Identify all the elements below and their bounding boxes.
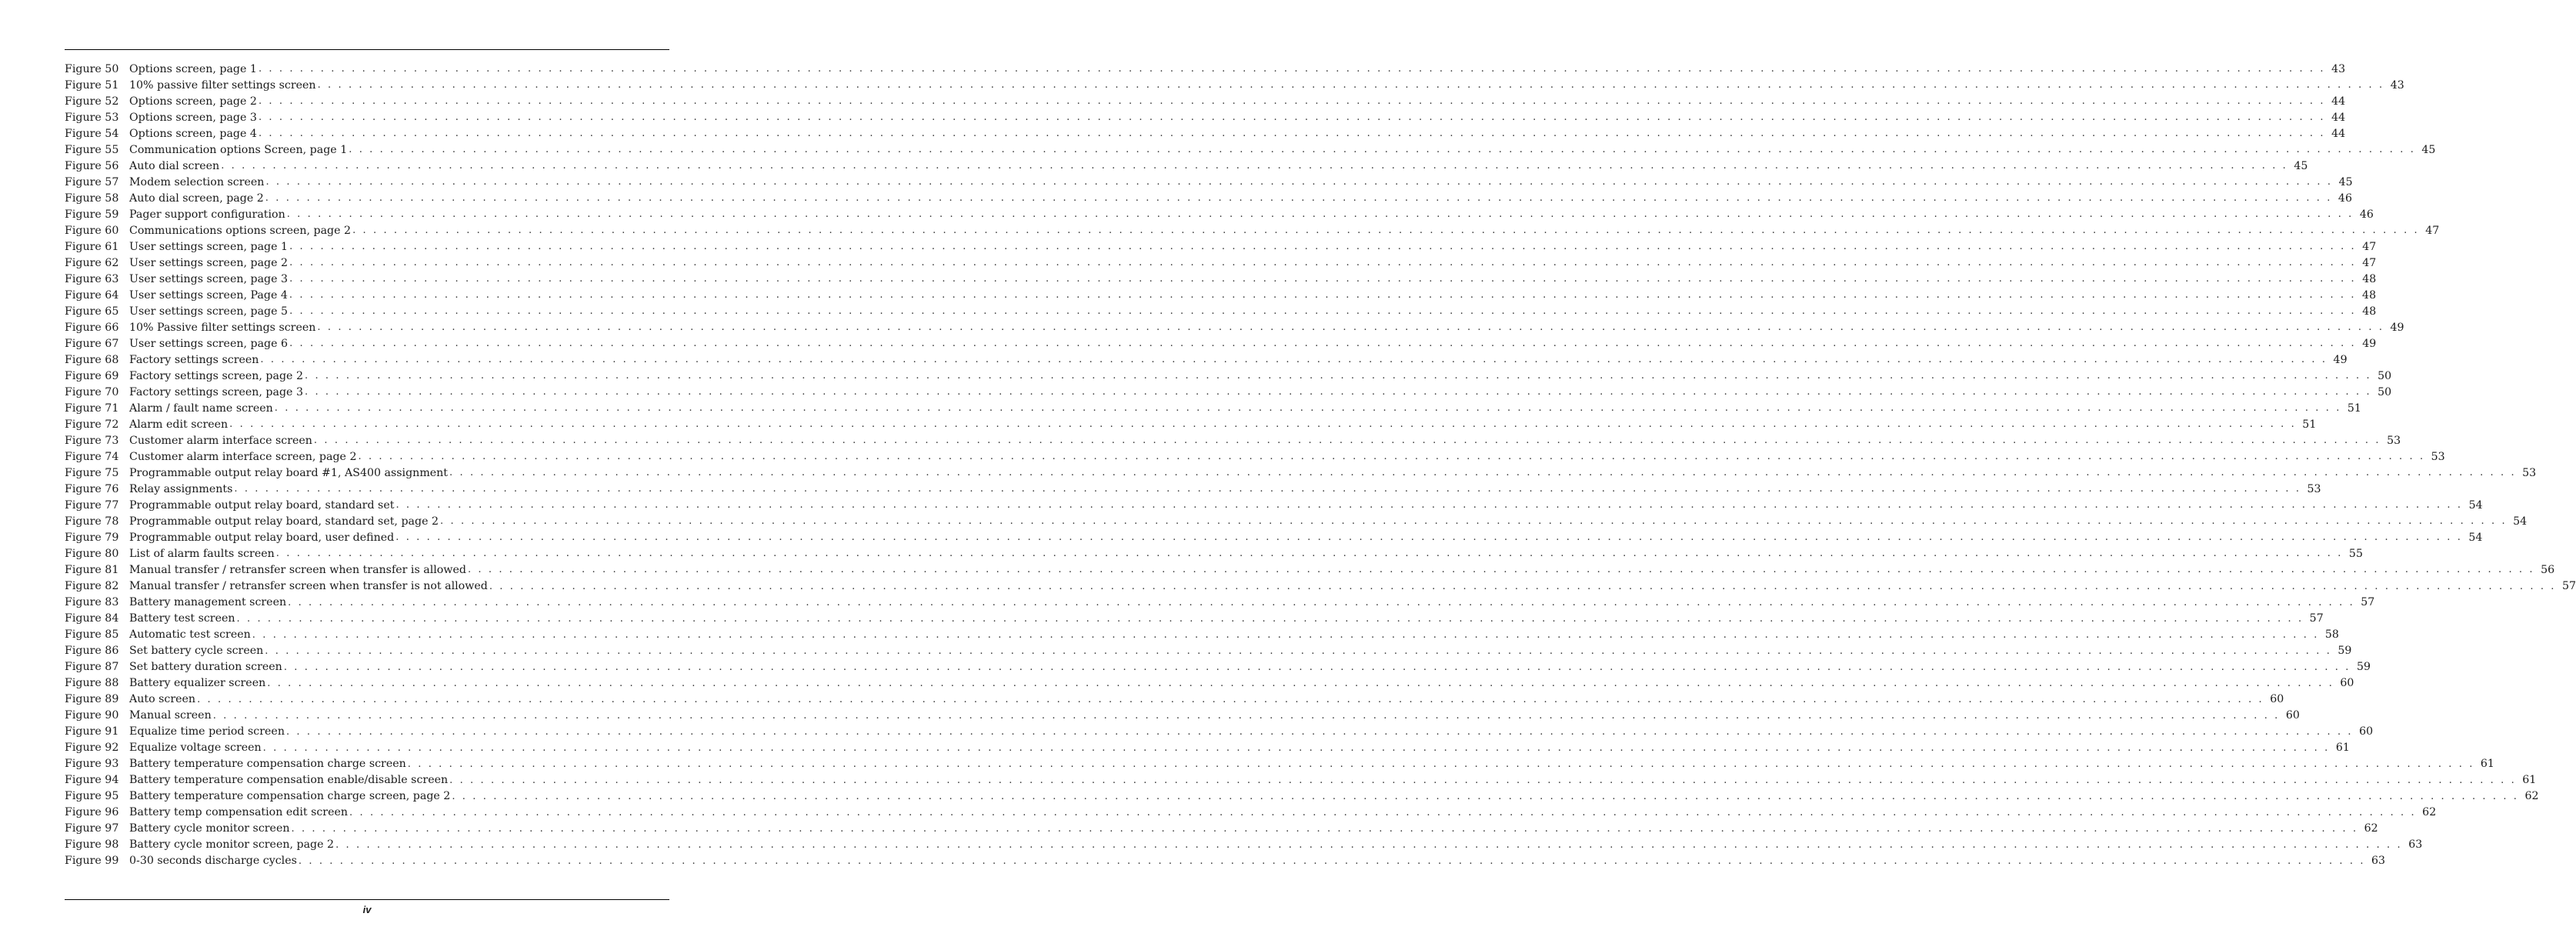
figure-title: Programmable output relay board, standard set, page 2: [129, 515, 439, 528]
figure-label: Figure 85: [65, 628, 119, 642]
figure-title: Relay assignments: [129, 482, 233, 495]
figure-label: Figure 99: [65, 855, 119, 868]
toc-entry: [65, 93, 2346, 109]
figure-title: Auto dial screen, page 2: [129, 192, 264, 205]
dot-leader: . . . . . . . . . . . . . . . . . . . . . . . . . . . . . . . . . . . . . . . . . . . . . . . . . . . . . . . . . . . . . . . . . . . . . . . . . . . . . . . . . . . . . . . . . . . . . . . . . . . . . . . . . . . . . . . . . . . . . . . . . . . . . . . . . . . . . . . . . . . . . . . . . . . . . . . . . . . . . . . . . . . . . . . . . . . . . . . . . . . . . . . . . . . . . . . . . . . . . . . .: [449, 774, 2517, 786]
figure-page-number: 57: [2561, 580, 2576, 592]
figure-page-number: 63: [2371, 855, 2386, 868]
toc-entry: [65, 142, 2436, 158]
figure-title: Options screen, page 3: [129, 111, 257, 124]
dot-leader: . . . . . . . . . . . . . . . . . . . . . . . . . . . . . . . . . . . . . . . . . . . . . . . . . . . . . . . . . . . . . . . . . . . . . . . . . . . . . . . . . . . . . . . . . . . . . . . . . . . . . . . . . . . . . . . . . . . . . . . . . . . . . . . . . . . . . . . . . . . . . . . . . . . . . . . . . . . . . . . . . . . . . . . . . . . . . . . . . . . . . . . . . . . . . . . . . . . . . . . .: [291, 822, 2358, 835]
figure-title: Alarm edit screen: [129, 418, 229, 431]
figure-label: Figure 62: [65, 256, 119, 269]
figure-page-number: 59: [2356, 661, 2371, 674]
figure-title: Battery cycle monitor screen: [129, 822, 290, 835]
figure-page-number: 58: [2324, 628, 2339, 642]
figure-label: Figure 92: [65, 742, 119, 755]
dot-leader: . . . . . . . . . . . . . . . . . . . . . . . . . . . . . . . . . . . . . . . . . . . . . . . . . . . . . . . . . . . . . . . . . . . . . . . . . . . . . . . . . . . . . . . . . . . . . . . . . . . . . . . . . . . . . . . . . . . . . . . . . . . . . . . . . . . . . . . . . . . . . . . . . . . . . . . . . . . . . . . . . . . . . . . . . . . . . . . . . . . . . . . . . . . . . . . . . . . . . . . .: [317, 322, 2384, 334]
figure-label: Figure 79: [65, 531, 119, 544]
toc-entry: [65, 255, 2377, 271]
toc-entry: [65, 465, 2537, 481]
toc-entry: [65, 174, 2353, 190]
figure-title: Battery temp compensation edit screen: [129, 806, 349, 819]
figure-label: Figure 66: [65, 321, 119, 334]
toc-entry: [65, 206, 2374, 222]
toc-entry: [65, 432, 2401, 448]
figure-label: Figure 86: [65, 645, 119, 658]
dot-leader: . . . . . . . . . . . . . . . . . . . . . . . . . . . . . . . . . . . . . . . . . . . . . . . . . . . . . . . . . . . . . . . . . . . . . . . . . . . . . . . . . . . . . . . . . . . . . . . . . . . . . . . . . . . . . . . . . . . . . . . . . . . . . . . . . . . . . . . . . . . . . . . . . . . . . . . . . . . . . . . . . . . . . . . . . . . . . . . . . . . . . . . . . . . . . . . . . . . . . . . .: [286, 208, 2354, 221]
dot-leader: . . . . . . . . . . . . . . . . . . . . . . . . . . . . . . . . . . . . . . . . . . . . . . . . . . . . . . . . . . . . . . . . . . . . . . . . . . . . . . . . . . . . . . . . . . . . . . . . . . . . . . . . . . . . . . . . . . . . . . . . . . . . . . . . . . . . . . . . . . . . . . . . . . . . . . . . . . . . . . . . . . . . . . . . . . . . . . . . . . . . . . . . . . . . . . . . . . . . . . . .: [260, 354, 2327, 366]
figure-label: Figure 73: [65, 434, 119, 447]
figure-page-number: 60: [2270, 693, 2284, 706]
figure-title: User settings screen, page 2: [129, 256, 289, 269]
figure-title: Automatic test screen: [129, 628, 251, 642]
toc-entry: [65, 77, 2404, 93]
toc-entry: [65, 627, 2339, 643]
dot-leader: . . . . . . . . . . . . . . . . . . . . . . . . . . . . . . . . . . . . . . . . . . . . . . . . . . . . . . . . . . . . . . . . . . . . . . . . . . . . . . . . . . . . . . . . . . . . . . . . . . . . . . . . . . . . . . . . . . . . . . . . . . . . . . . . . . . . . . . . . . . . . . . . . . . . . . . . . . . . . . . . . . . . . . . . . . . . . . . . . . . . . . . . . . . . . . . . . . . . . . . .: [449, 467, 2517, 479]
page-number: iv: [362, 904, 372, 915]
figure-label: Figure 60: [65, 224, 119, 237]
toc-entry: [65, 821, 2378, 837]
figure-page-number: 49: [2333, 353, 2347, 366]
figure-page-number: 45: [2338, 175, 2353, 188]
figure-label: Figure 58: [65, 192, 119, 205]
dot-leader: . . . . . . . . . . . . . . . . . . . . . . . . . . . . . . . . . . . . . . . . . . . . . . . . . . . . . . . . . . . . . . . . . . . . . . . . . . . . . . . . . . . . . . . . . . . . . . . . . . . . . . . . . . . . . . . . . . . . . . . . . . . . . . . . . . . . . . . . . . . . . . . . . . . . . . . . . . . . . . . . . . . . . . . . . . . . . . . . . . . . . . . . . . . . . . . . . . . . . . . .: [288, 596, 2355, 608]
dot-leader: . . . . . . . . . . . . . . . . . . . . . . . . . . . . . . . . . . . . . . . . . . . . . . . . . . . . . . . . . . . . . . . . . . . . . . . . . . . . . . . . . . . . . . . . . . . . . . . . . . . . . . . . . . . . . . . . . . . . . . . . . . . . . . . . . . . . . . . . . . . . . . . . . . . . . . . . . . . . . . . . . . . . . . . . . . . . . . . . . . . . . . . . . . . . . . . . . . . . . . . .: [349, 144, 2416, 156]
dot-leader: . . . . . . . . . . . . . . . . . . . . . . . . . . . . . . . . . . . . . . . . . . . . . . . . . . . . . . . . . . . . . . . . . . . . . . . . . . . . . . . . . . . . . . . . . . . . . . . . . . . . . . . . . . . . . . . . . . . . . . . . . . . . . . . . . . . . . . . . . . . . . . . . . . . . . . . . . . . . . . . . . . . . . . . . . . . . . . . . . . . . . . . . . . . . . . . . . . . . . . . .: [317, 79, 2384, 92]
figure-label: Figure 55: [65, 143, 119, 156]
toc-entry: [65, 303, 2377, 319]
figure-title: User settings screen, page 3: [129, 272, 289, 285]
figure-title: Options screen, page 4: [129, 127, 257, 140]
figure-title: Battery temperature compensation charge screen, page 2: [129, 790, 451, 803]
figure-title: 10% passive filter settings screen: [129, 78, 316, 92]
figure-title: Customer alarm interface screen, page 2: [129, 450, 357, 463]
footer-rule: [65, 899, 669, 900]
dot-leader: . . . . . . . . . . . . . . . . . . . . . . . . . . . . . . . . . . . . . . . . . . . . . . . . . . . . . . . . . . . . . . . . . . . . . . . . . . . . . . . . . . . . . . . . . . . . . . . . . . . . . . . . . . . . . . . . . . . . . . . . . . . . . . . . . . . . . . . . . . . . . . . . . . . . . . . . . . . . . . . . . . . . . . . . . . . . . . . . . . . . . . . . . . . . . . . . . . . . . . . .: [298, 855, 2366, 867]
toc-entry: [65, 271, 2377, 287]
dot-leader: . . . . . . . . . . . . . . . . . . . . . . . . . . . . . . . . . . . . . . . . . . . . . . . . . . . . . . . . . . . . . . . . . . . . . . . . . . . . . . . . . . . . . . . . . . . . . . . . . . . . . . . . . . . . . . . . . . . . . . . . . . . . . . . . . . . . . . . . . . . . . . . . . . . . . . . . . . . . . . . . . . . . . . . . . . . . . . . . . . . . . . . . . . . . . . . . . . . . . . . .: [349, 806, 2417, 818]
figure-page-number: 63: [2408, 838, 2423, 852]
figure-label: Figure 64: [65, 288, 119, 302]
figure-title: Equalize voltage screen: [129, 742, 262, 755]
toc-entry: [65, 740, 2350, 756]
figure-label: Figure 59: [65, 208, 119, 221]
dot-leader: . . . . . . . . . . . . . . . . . . . . . . . . . . . . . . . . . . . . . . . . . . . . . . . . . . . . . . . . . . . . . . . . . . . . . . . . . . . . . . . . . . . . . . . . . . . . . . . . . . . . . . . . . . . . . . . . . . . . . . . . . . . . . . . . . . . . . . . . . . . . . . . . . . . . . . . . . . . . . . . . . . . . . . . . . . . . . . . . . . . . . . . . . . . . . . . . . . . . . . . .: [313, 435, 2381, 447]
figure-title: Battery management screen: [129, 596, 287, 609]
figure-title: Customer alarm interface screen: [129, 434, 312, 447]
figure-page-number: 62: [2524, 790, 2539, 803]
dot-leader: . . . . . . . . . . . . . . . . . . . . . . . . . . . . . . . . . . . . . . . . . . . . . . . . . . . . . . . . . . . . . . . . . . . . . . . . . . . . . . . . . . . . . . . . . . . . . . . . . . . . . . . . . . . . . . . . . . . . . . . . . . . . . . . . . . . . . . . . . . . . . . . . . . . . . . . . . . . . . . . . . . . . . . . . . . . . . . . . . . . . . . . . . . . . . . . . . . . . . . . .: [358, 451, 2425, 463]
figure-page-number: 51: [2302, 418, 2317, 431]
dot-leader: . . . . . . . . . . . . . . . . . . . . . . . . . . . . . . . . . . . . . . . . . . . . . . . . . . . . . . . . . . . . . . . . . . . . . . . . . . . . . . . . . . . . . . . . . . . . . . . . . . . . . . . . . . . . . . . . . . . . . . . . . . . . . . . . . . . . . . . . . . . . . . . . . . . . . . . . . . . . . . . . . . . . . . . . . . . . . . . . . . . . . . . . . . . . . . . . . . . . . . . .: [258, 95, 2326, 108]
figure-label: Figure 69: [65, 369, 119, 382]
dot-leader: . . . . . . . . . . . . . . . . . . . . . . . . . . . . . . . . . . . . . . . . . . . . . . . . . . . . . . . . . . . . . . . . . . . . . . . . . . . . . . . . . . . . . . . . . . . . . . . . . . . . . . . . . . . . . . . . . . . . . . . . . . . . . . . . . . . . . . . . . . . . . . . . . . . . . . . . . . . . . . . . . . . . . . . . . . . . . . . . . . . . . . . . . . . . . . . . . . . . . . . .: [335, 838, 2403, 851]
figure-label: Figure 96: [65, 806, 119, 819]
figure-title: Set battery duration screen: [129, 661, 282, 674]
toc-entry: [65, 562, 2555, 578]
toc-entry: [65, 659, 2371, 675]
dot-leader: . . . . . . . . . . . . . . . . . . . . . . . . . . . . . . . . . . . . . . . . . . . . . . . . . . . . . . . . . . . . . . . . . . . . . . . . . . . . . . . . . . . . . . . . . . . . . . . . . . . . . . . . . . . . . . . . . . . . . . . . . . . . . . . . . . . . . . . . . . . . . . . . . . . . . . . . . . . . . . . . . . . . . . . . . . . . . . . . . . . . . . . . . . . . . . . . . . . . . . . .: [452, 790, 2519, 802]
toc-entry: [65, 335, 2377, 352]
dot-leader: . . . . . . . . . . . . . . . . . . . . . . . . . . . . . . . . . . . . . . . . . . . . . . . . . . . . . . . . . . . . . . . . . . . . . . . . . . . . . . . . . . . . . . . . . . . . . . . . . . . . . . . . . . . . . . . . . . . . . . . . . . . . . . . . . . . . . . . . . . . . . . . . . . . . . . . . . . . . . . . . . . . . . . . . . . . . . . . . . . . . . . . . . . . . . . . . . . . . . . . .: [352, 225, 2420, 237]
figure-page-number: 47: [2362, 240, 2377, 253]
figure-page-number: 48: [2362, 272, 2377, 285]
toc-entry: [65, 611, 2324, 627]
figure-label: Figure 98: [65, 838, 119, 852]
toc-entry: [65, 513, 2528, 529]
toc-entry: [65, 190, 2352, 206]
dot-leader: . . . . . . . . . . . . . . . . . . . . . . . . . . . . . . . . . . . . . . . . . . . . . . . . . . . . . . . . . . . . . . . . . . . . . . . . . . . . . . . . . . . . . . . . . . . . . . . . . . . . . . . . . . . . . . . . . . . . . . . . . . . . . . . . . . . . . . . . . . . . . . . . . . . . . . . . . . . . . . . . . . . . . . . . . . . . . . . . . . . . . . . . . . . . . . . . . . . . . . . .: [285, 725, 2354, 738]
figure-page-number: 49: [2362, 337, 2377, 350]
figure-page-number: 60: [2359, 725, 2374, 738]
figure-page-number: 45: [2294, 159, 2308, 172]
figure-label: Figure 97: [65, 822, 119, 835]
figure-title: Communications options screen, page 2: [129, 224, 352, 237]
figure-label: Figure 72: [65, 418, 119, 431]
toc-entry: [65, 158, 2308, 174]
figure-label: Figure 74: [65, 450, 119, 463]
figure-page-number: 60: [2340, 677, 2354, 690]
toc-entry: [65, 643, 2352, 659]
figure-label: Figure 50: [65, 62, 119, 75]
dot-leader: . . . . . . . . . . . . . . . . . . . . . . . . . . . . . . . . . . . . . . . . . . . . . . . . . . . . . . . . . . . . . . . . . . . . . . . . . . . . . . . . . . . . . . . . . . . . . . . . . . . . . . . . . . . . . . . . . . . . . . . . . . . . . . . . . . . . . . . . . . . . . . . . . . . . . . . . . . . . . . . . . . . . . . . . . . . . . . . . . . . . . . . . . . . . . . . . . . . . . . . .: [252, 628, 2319, 641]
figure-label: Figure 67: [65, 337, 119, 350]
figure-title: Manual transfer / retransfer screen when transfer is not allowed: [129, 580, 488, 592]
figure-title: List of alarm faults screen: [129, 547, 275, 560]
toc-entry: [65, 788, 2539, 805]
dot-leader: . . . . . . . . . . . . . . . . . . . . . . . . . . . . . . . . . . . . . . . . . . . . . . . . . . . . . . . . . . . . . . . . . . . . . . . . . . . . . . . . . . . . . . . . . . . . . . . . . . . . . . . . . . . . . . . . . . . . . . . . . . . . . . . . . . . . . . . . . . . . . . . . . . . . . . . . . . . . . . . . . . . . . . . . . . . . . . . . . . . . . . . . . . . . . . . . . . . . . . . .: [234, 483, 2301, 495]
figure-title: Programmable output relay board #1, AS400 assignment: [129, 466, 449, 479]
dot-leader: . . . . . . . . . . . . . . . . . . . . . . . . . . . . . . . . . . . . . . . . . . . . . . . . . . . . . . . . . . . . . . . . . . . . . . . . . . . . . . . . . . . . . . . . . . . . . . . . . . . . . . . . . . . . . . . . . . . . . . . . . . . . . . . . . . . . . . . . . . . . . . . . . . . . . . . . . . . . . . . . . . . . . . . . . . . . . . . . . . . . . . . . . . . . . . . . . . . . . . . .: [258, 112, 2326, 124]
figure-page-number: 46: [2359, 208, 2374, 221]
figure-page-number: 46: [2337, 192, 2352, 205]
figure-title: Options screen, page 1: [129, 62, 257, 75]
figure-label: Figure 87: [65, 661, 119, 674]
toc-entry: [65, 545, 2363, 562]
figure-label: Figure 80: [65, 547, 119, 560]
figure-title: 0-30 seconds discharge cycles: [129, 855, 297, 868]
figure-title: Battery cycle monitor screen, page 2: [129, 838, 335, 852]
figure-title: Programmable output relay board, standard set: [129, 498, 395, 512]
toc-entry: [65, 400, 2361, 416]
figure-label: Figure 90: [65, 709, 119, 722]
dot-leader: . . . . . . . . . . . . . . . . . . . . . . . . . . . . . . . . . . . . . . . . . . . . . . . . . . . . . . . . . . . . . . . . . . . . . . . . . . . . . . . . . . . . . . . . . . . . . . . . . . . . . . . . . . . . . . . . . . . . . . . . . . . . . . . . . . . . . . . . . . . . . . . . . . . . . . . . . . . . . . . . . . . . . . . . . . . . . . . . . . . . . . . . . . . . . . . . . . . . . . . .: [258, 63, 2326, 75]
figure-title: User settings screen, page 1: [129, 240, 289, 253]
figure-page-number: 50: [2377, 369, 2392, 382]
figure-page-number: 49: [2390, 321, 2404, 334]
figure-title: User settings screen, Page 4: [129, 288, 288, 302]
toc-entry: [65, 481, 2321, 497]
figure-title: Factory settings screen, page 3: [129, 385, 303, 398]
toc-entry: [65, 352, 2347, 368]
figure-title: 10% Passive filter settings screen: [129, 321, 316, 334]
figure-page-number: 47: [2425, 224, 2440, 237]
toc-entry: [65, 497, 2483, 513]
figure-page-number: 44: [2331, 95, 2346, 108]
toc-entry: [65, 368, 2392, 384]
figure-title: User settings screen, page 5: [129, 305, 289, 318]
figure-page-number: 61: [2335, 742, 2350, 755]
dot-leader: . . . . . . . . . . . . . . . . . . . . . . . . . . . . . . . . . . . . . . . . . . . . . . . . . . . . . . . . . . . . . . . . . . . . . . . . . . . . . . . . . . . . . . . . . . . . . . . . . . . . . . . . . . . . . . . . . . . . . . . . . . . . . . . . . . . . . . . . . . . . . . . . . . . . . . . . . . . . . . . . . . . . . . . . . . . . . . . . . . . . . . . . . . . . . . . . . . . . . . . .: [289, 257, 2357, 269]
figure-title: Battery equalizer screen: [129, 677, 266, 690]
figure-label: Figure 81: [65, 563, 119, 576]
dot-leader: . . . . . . . . . . . . . . . . . . . . . . . . . . . . . . . . . . . . . . . . . . . . . . . . . . . . . . . . . . . . . . . . . . . . . . . . . . . . . . . . . . . . . . . . . . . . . . . . . . . . . . . . . . . . . . . . . . . . . . . . . . . . . . . . . . . . . . . . . . . . . . . . . . . . . . . . . . . . . . . . . . . . . . . . . . . . . . . . . . . . . . . . . . . . . . . . . . . . . . . .: [304, 386, 2372, 398]
figure-page-number: 57: [2361, 596, 2375, 609]
figure-label: Figure 95: [65, 790, 119, 803]
figure-label: Figure 70: [65, 385, 119, 398]
figure-label: Figure 76: [65, 482, 119, 495]
figure-label: Figure 93: [65, 758, 119, 771]
figure-page-number: 53: [2522, 466, 2537, 479]
figure-page-number: 44: [2331, 127, 2346, 140]
figure-label: Figure 52: [65, 95, 119, 108]
dot-leader: . . . . . . . . . . . . . . . . . . . . . . . . . . . . . . . . . . . . . . . . . . . . . . . . . . . . . . . . . . . . . . . . . . . . . . . . . . . . . . . . . . . . . . . . . . . . . . . . . . . . . . . . . . . . . . . . . . . . . . . . . . . . . . . . . . . . . . . . . . . . . . . . . . . . . . . . . . . . . . . . . . . . . . . . . . . . . . . . . . . . . . . . . . . . . . . . . . . . . . . .: [440, 515, 2508, 528]
toc-entry: [65, 756, 2494, 772]
toc-entry: [65, 578, 2576, 595]
figure-page-number: 59: [2337, 645, 2352, 658]
figure-page-number: 53: [2387, 434, 2401, 447]
figure-page-number: 62: [2364, 822, 2378, 835]
figure-page-number: 54: [2468, 531, 2483, 544]
figure-label: Figure 84: [65, 612, 119, 625]
figure-title: Battery temperature compensation enable/disable screen: [129, 774, 449, 787]
toc-entry: [65, 837, 2423, 853]
figure-title: Battery temperature compensation charge screen: [129, 758, 406, 771]
dot-leader: . . . . . . . . . . . . . . . . . . . . . . . . . . . . . . . . . . . . . . . . . . . . . . . . . . . . . . . . . . . . . . . . . . . . . . . . . . . . . . . . . . . . . . . . . . . . . . . . . . . . . . . . . . . . . . . . . . . . . . . . . . . . . . . . . . . . . . . . . . . . . . . . . . . . . . . . . . . . . . . . . . . . . . . . . . . . . . . . . . . . . . . . . . . . . . . . . . . . . . . .: [236, 612, 2304, 625]
dot-leader: . . . . . . . . . . . . . . . . . . . . . . . . . . . . . . . . . . . . . . . . . . . . . . . . . . . . . . . . . . . . . . . . . . . . . . . . . . . . . . . . . . . . . . . . . . . . . . . . . . . . . . . . . . . . . . . . . . . . . . . . . . . . . . . . . . . . . . . . . . . . . . . . . . . . . . . . . . . . . . . . . . . . . . . . . . . . . . . . . . . . . . . . . . . . . . . . . . . . . . . .: [289, 289, 2357, 302]
figure-page-number: 53: [2307, 482, 2321, 495]
figure-page-number: 50: [2377, 385, 2392, 398]
figure-page-number: 54: [2468, 498, 2483, 512]
dot-leader: . . . . . . . . . . . . . . . . . . . . . . . . . . . . . . . . . . . . . . . . . . . . . . . . . . . . . . . . . . . . . . . . . . . . . . . . . . . . . . . . . . . . . . . . . . . . . . . . . . . . . . . . . . . . . . . . . . . . . . . . . . . . . . . . . . . . . . . . . . . . . . . . . . . . . . . . . . . . . . . . . . . . . . . . . . . . . . . . . . . . . . . . . . . . . . . . . . . . . . . .: [395, 499, 2463, 512]
dot-leader: . . . . . . . . . . . . . . . . . . . . . . . . . . . . . . . . . . . . . . . . . . . . . . . . . . . . . . . . . . . . . . . . . . . . . . . . . . . . . . . . . . . . . . . . . . . . . . . . . . . . . . . . . . . . . . . . . . . . . . . . . . . . . . . . . . . . . . . . . . . . . . . . . . . . . . . . . . . . . . . . . . . . . . . . . . . . . . . . . . . . . . . . . . . . . . . . . . . . . . . .: [274, 402, 2341, 415]
toc-entry: [65, 805, 2437, 821]
toc-entry: [65, 708, 2300, 724]
toc-entry: [65, 595, 2375, 611]
figure-label: Figure 63: [65, 272, 119, 285]
figure-page-number: 61: [2480, 758, 2494, 771]
figure-page-number: 54: [2513, 515, 2528, 528]
figure-title: Battery test screen: [129, 612, 235, 625]
dot-leader: . . . . . . . . . . . . . . . . . . . . . . . . . . . . . . . . . . . . . . . . . . . . . . . . . . . . . . . . . . . . . . . . . . . . . . . . . . . . . . . . . . . . . . . . . . . . . . . . . . . . . . . . . . . . . . . . . . . . . . . . . . . . . . . . . . . . . . . . . . . . . . . . . . . . . . . . . . . . . . . . . . . . . . . . . . . . . . . . . . . . . . . . . . . . . . . . . . . . . . . .: [289, 273, 2357, 285]
dot-leader: . . . . . . . . . . . . . . . . . . . . . . . . . . . . . . . . . . . . . . . . . . . . . . . . . . . . . . . . . . . . . . . . . . . . . . . . . . . . . . . . . . . . . . . . . . . . . . . . . . . . . . . . . . . . . . . . . . . . . . . . . . . . . . . . . . . . . . . . . . . . . . . . . . . . . . . . . . . . . . . . . . . . . . . . . . . . . . . . . . . . . . . . . . . . . . . . . . . . . . . .: [489, 580, 2557, 592]
dot-leader: . . . . . . . . . . . . . . . . . . . . . . . . . . . . . . . . . . . . . . . . . . . . . . . . . . . . . . . . . . . . . . . . . . . . . . . . . . . . . . . . . . . . . . . . . . . . . . . . . . . . . . . . . . . . . . . . . . . . . . . . . . . . . . . . . . . . . . . . . . . . . . . . . . . . . . . . . . . . . . . . . . . . . . . . . . . . . . . . . . . . . . . . . . . . . . . . . . . . . . . .: [304, 370, 2372, 382]
figure-label: Figure 82: [65, 580, 119, 592]
figure-title: Programmable output relay board, user defined: [129, 531, 395, 544]
figure-title: Options screen, page 2: [129, 95, 257, 108]
dot-leader: . . . . . . . . . . . . . . . . . . . . . . . . . . . . . . . . . . . . . . . . . . . . . . . . . . . . . . . . . . . . . . . . . . . . . . . . . . . . . . . . . . . . . . . . . . . . . . . . . . . . . . . . . . . . . . . . . . . . . . . . . . . . . . . . . . . . . . . . . . . . . . . . . . . . . . . . . . . . . . . . . . . . . . . . . . . . . . . . . . . . . . . . . . . . . . . . . . . . . . . .: [283, 661, 2351, 673]
figure-title: Auto screen: [129, 693, 196, 706]
dot-leader: . . . . . . . . . . . . . . . . . . . . . . . . . . . . . . . . . . . . . . . . . . . . . . . . . . . . . . . . . . . . . . . . . . . . . . . . . . . . . . . . . . . . . . . . . . . . . . . . . . . . . . . . . . . . . . . . . . . . . . . . . . . . . . . . . . . . . . . . . . . . . . . . . . . . . . . . . . . . . . . . . . . . . . . . . . . . . . . . . . . . . . . . . . . . . . . . . . . . . . . .: [265, 645, 2332, 657]
figure-page-number: 51: [2347, 402, 2361, 415]
dot-leader: . . . . . . . . . . . . . . . . . . . . . . . . . . . . . . . . . . . . . . . . . . . . . . . . . . . . . . . . . . . . . . . . . . . . . . . . . . . . . . . . . . . . . . . . . . . . . . . . . . . . . . . . . . . . . . . . . . . . . . . . . . . . . . . . . . . . . . . . . . . . . . . . . . . . . . . . . . . . . . . . . . . . . . . . . . . . . . . . . . . . . . . . . . . . . . . . . . . . . . . .: [265, 192, 2332, 205]
figure-page-number: 45: [2421, 143, 2436, 156]
toc-entry: [65, 448, 2445, 465]
figure-page-number: 43: [2331, 62, 2346, 75]
figure-page-number: 62: [2422, 806, 2437, 819]
figure-label: Figure 75: [65, 466, 119, 479]
figure-title: Alarm / fault name screen: [129, 402, 273, 415]
dot-leader: . . . . . . . . . . . . . . . . . . . . . . . . . . . . . . . . . . . . . . . . . . . . . . . . . . . . . . . . . . . . . . . . . . . . . . . . . . . . . . . . . . . . . . . . . . . . . . . . . . . . . . . . . . . . . . . . . . . . . . . . . . . . . . . . . . . . . . . . . . . . . . . . . . . . . . . . . . . . . . . . . . . . . . . . . . . . . . . . . . . . . . . . . . . . . . . . . . . . . . . .: [289, 305, 2357, 318]
figure-page-number: 48: [2362, 305, 2377, 318]
dot-leader: . . . . . . . . . . . . . . . . . . . . . . . . . . . . . . . . . . . . . . . . . . . . . . . . . . . . . . . . . . . . . . . . . . . . . . . . . . . . . . . . . . . . . . . . . . . . . . . . . . . . . . . . . . . . . . . . . . . . . . . . . . . . . . . . . . . . . . . . . . . . . . . . . . . . . . . . . . . . . . . . . . . . . . . . . . . . . . . . . . . . . . . . . . . . . . . . . . . . . . . .: [407, 758, 2474, 770]
figure-label: Figure 89: [65, 693, 119, 706]
dot-leader: . . . . . . . . . . . . . . . . . . . . . . . . . . . . . . . . . . . . . . . . . . . . . . . . . . . . . . . . . . . . . . . . . . . . . . . . . . . . . . . . . . . . . . . . . . . . . . . . . . . . . . . . . . . . . . . . . . . . . . . . . . . . . . . . . . . . . . . . . . . . . . . . . . . . . . . . . . . . . . . . . . . . . . . . . . . . . . . . . . . . . . . . . . . . . . . . . . . . . . . .: [212, 709, 2280, 722]
figure-label: Figure 54: [65, 127, 119, 140]
toc-entry: [65, 238, 2377, 255]
toc-entry: [65, 287, 2377, 303]
figure-page-number: 57: [2309, 612, 2324, 625]
toc-entry: [65, 529, 2483, 545]
figure-label: Figure 51: [65, 78, 119, 92]
dot-leader: . . . . . . . . . . . . . . . . . . . . . . . . . . . . . . . . . . . . . . . . . . . . . . . . . . . . . . . . . . . . . . . . . . . . . . . . . . . . . . . . . . . . . . . . . . . . . . . . . . . . . . . . . . . . . . . . . . . . . . . . . . . . . . . . . . . . . . . . . . . . . . . . . . . . . . . . . . . . . . . . . . . . . . . . . . . . . . . . . . . . . . . . . . . . . . . . . . . . . . . .: [262, 742, 2330, 754]
list-of-figures: [65, 61, 2576, 869]
dot-leader: . . . . . . . . . . . . . . . . . . . . . . . . . . . . . . . . . . . . . . . . . . . . . . . . . . . . . . . . . . . . . . . . . . . . . . . . . . . . . . . . . . . . . . . . . . . . . . . . . . . . . . . . . . . . . . . . . . . . . . . . . . . . . . . . . . . . . . . . . . . . . . . . . . . . . . . . . . . . . . . . . . . . . . . . . . . . . . . . . . . . . . . . . . . . . . . . . . . . . . . .: [289, 241, 2357, 253]
figure-page-number: 48: [2362, 288, 2377, 302]
figure-title: Manual screen: [129, 709, 212, 722]
figure-label: Figure 78: [65, 515, 119, 528]
figure-label: Figure 61: [65, 240, 119, 253]
toc-entry: [65, 384, 2392, 400]
figure-title: Communication options Screen, page 1: [129, 143, 348, 156]
figure-page-number: 43: [2390, 78, 2404, 92]
figure-title: Auto dial screen: [129, 159, 220, 172]
toc-entry: [65, 724, 2374, 740]
toc-entry: [65, 772, 2537, 788]
figure-label: Figure 91: [65, 725, 119, 738]
toc-entry: [65, 853, 2386, 869]
figure-title: Set battery cycle screen: [129, 645, 264, 658]
figure-label: Figure 68: [65, 353, 119, 366]
figure-title: Equalize time period screen: [129, 725, 285, 738]
figure-title: Factory settings screen, page 2: [129, 369, 303, 382]
figure-title: Manual transfer / retransfer screen when transfer is allowed: [129, 563, 466, 576]
figure-page-number: 47: [2362, 256, 2377, 269]
figure-title: Factory settings screen: [129, 353, 259, 366]
dot-leader: . . . . . . . . . . . . . . . . . . . . . . . . . . . . . . . . . . . . . . . . . . . . . . . . . . . . . . . . . . . . . . . . . . . . . . . . . . . . . . . . . . . . . . . . . . . . . . . . . . . . . . . . . . . . . . . . . . . . . . . . . . . . . . . . . . . . . . . . . . . . . . . . . . . . . . . . . . . . . . . . . . . . . . . . . . . . . . . . . . . . . . . . . . . . . . . . . . . . . . . .: [258, 128, 2326, 140]
figure-title: Modem selection screen: [129, 175, 265, 188]
figure-label: Figure 71: [65, 402, 119, 415]
toc-entry: [65, 61, 2346, 77]
dot-leader: . . . . . . . . . . . . . . . . . . . . . . . . . . . . . . . . . . . . . . . . . . . . . . . . . . . . . . . . . . . . . . . . . . . . . . . . . . . . . . . . . . . . . . . . . . . . . . . . . . . . . . . . . . . . . . . . . . . . . . . . . . . . . . . . . . . . . . . . . . . . . . . . . . . . . . . . . . . . . . . . . . . . . . . . . . . . . . . . . . . . . . . . . . . . . . . . . . . . . . . .: [221, 160, 2288, 172]
toc-entry: [65, 109, 2346, 125]
figure-title: User settings screen, page 6: [129, 337, 289, 350]
figure-label: Figure 88: [65, 677, 119, 690]
toc-entry: [65, 692, 2284, 708]
figure-label: Figure 83: [65, 596, 119, 609]
toc-entry: [65, 319, 2404, 335]
figure-label: Figure 77: [65, 498, 119, 512]
dot-leader: . . . . . . . . . . . . . . . . . . . . . . . . . . . . . . . . . . . . . . . . . . . . . . . . . . . . . . . . . . . . . . . . . . . . . . . . . . . . . . . . . . . . . . . . . . . . . . . . . . . . . . . . . . . . . . . . . . . . . . . . . . . . . . . . . . . . . . . . . . . . . . . . . . . . . . . . . . . . . . . . . . . . . . . . . . . . . . . . . . . . . . . . . . . . . . . . . . . . . . . .: [265, 176, 2333, 188]
figure-title: Pager support configuration: [129, 208, 285, 221]
header-rule: [65, 49, 669, 50]
figure-page-number: 44: [2331, 111, 2346, 124]
dot-leader: . . . . . . . . . . . . . . . . . . . . . . . . . . . . . . . . . . . . . . . . . . . . . . . . . . . . . . . . . . . . . . . . . . . . . . . . . . . . . . . . . . . . . . . . . . . . . . . . . . . . . . . . . . . . . . . . . . . . . . . . . . . . . . . . . . . . . . . . . . . . . . . . . . . . . . . . . . . . . . . . . . . . . . . . . . . . . . . . . . . . . . . . . . . . . . . . . . . . . . . .: [267, 677, 2334, 689]
figure-page-number: 56: [2541, 563, 2555, 576]
toc-entry: [65, 222, 2440, 238]
figure-label: Figure 65: [65, 305, 119, 318]
figure-page-number: 61: [2522, 774, 2537, 787]
figure-label: Figure 53: [65, 111, 119, 124]
toc-entry: [65, 125, 2346, 142]
dot-leader: . . . . . . . . . . . . . . . . . . . . . . . . . . . . . . . . . . . . . . . . . . . . . . . . . . . . . . . . . . . . . . . . . . . . . . . . . . . . . . . . . . . . . . . . . . . . . . . . . . . . . . . . . . . . . . . . . . . . . . . . . . . . . . . . . . . . . . . . . . . . . . . . . . . . . . . . . . . . . . . . . . . . . . . . . . . . . . . . . . . . . . . . . . . . . . . . . . . . . . . .: [229, 418, 2297, 431]
figure-page-number: 60: [2285, 709, 2300, 722]
dot-leader: . . . . . . . . . . . . . . . . . . . . . . . . . . . . . . . . . . . . . . . . . . . . . . . . . . . . . . . . . . . . . . . . . . . . . . . . . . . . . . . . . . . . . . . . . . . . . . . . . . . . . . . . . . . . . . . . . . . . . . . . . . . . . . . . . . . . . . . . . . . . . . . . . . . . . . . . . . . . . . . . . . . . . . . . . . . . . . . . . . . . . . . . . . . . . . . . . . . . . . . .: [197, 693, 2264, 705]
figure-label: Figure 94: [65, 774, 119, 787]
dot-leader: . . . . . . . . . . . . . . . . . . . . . . . . . . . . . . . . . . . . . . . . . . . . . . . . . . . . . . . . . . . . . . . . . . . . . . . . . . . . . . . . . . . . . . . . . . . . . . . . . . . . . . . . . . . . . . . . . . . . . . . . . . . . . . . . . . . . . . . . . . . . . . . . . . . . . . . . . . . . . . . . . . . . . . . . . . . . . . . . . . . . . . . . . . . . . . . . . . . . . . . .: [275, 548, 2343, 560]
figure-page-number: 53: [2431, 450, 2445, 463]
dot-leader: . . . . . . . . . . . . . . . . . . . . . . . . . . . . . . . . . . . . . . . . . . . . . . . . . . . . . . . . . . . . . . . . . . . . . . . . . . . . . . . . . . . . . . . . . . . . . . . . . . . . . . . . . . . . . . . . . . . . . . . . . . . . . . . . . . . . . . . . . . . . . . . . . . . . . . . . . . . . . . . . . . . . . . . . . . . . . . . . . . . . . . . . . . . . . . . . . . . . . . . .: [395, 532, 2463, 544]
figure-label: Figure 57: [65, 175, 119, 188]
toc-entry: [65, 416, 2317, 432]
figure-page-number: 55: [2348, 547, 2363, 560]
dot-leader: . . . . . . . . . . . . . . . . . . . . . . . . . . . . . . . . . . . . . . . . . . . . . . . . . . . . . . . . . . . . . . . . . . . . . . . . . . . . . . . . . . . . . . . . . . . . . . . . . . . . . . . . . . . . . . . . . . . . . . . . . . . . . . . . . . . . . . . . . . . . . . . . . . . . . . . . . . . . . . . . . . . . . . . . . . . . . . . . . . . . . . . . . . . . . . . . . . . . . . . .: [289, 338, 2357, 350]
figure-label: Figure 56: [65, 159, 119, 172]
dot-leader: . . . . . . . . . . . . . . . . . . . . . . . . . . . . . . . . . . . . . . . . . . . . . . . . . . . . . . . . . . . . . . . . . . . . . . . . . . . . . . . . . . . . . . . . . . . . . . . . . . . . . . . . . . . . . . . . . . . . . . . . . . . . . . . . . . . . . . . . . . . . . . . . . . . . . . . . . . . . . . . . . . . . . . . . . . . . . . . . . . . . . . . . . . . . . . . . . . . . . . . .: [467, 564, 2535, 576]
toc-entry: [65, 675, 2354, 692]
